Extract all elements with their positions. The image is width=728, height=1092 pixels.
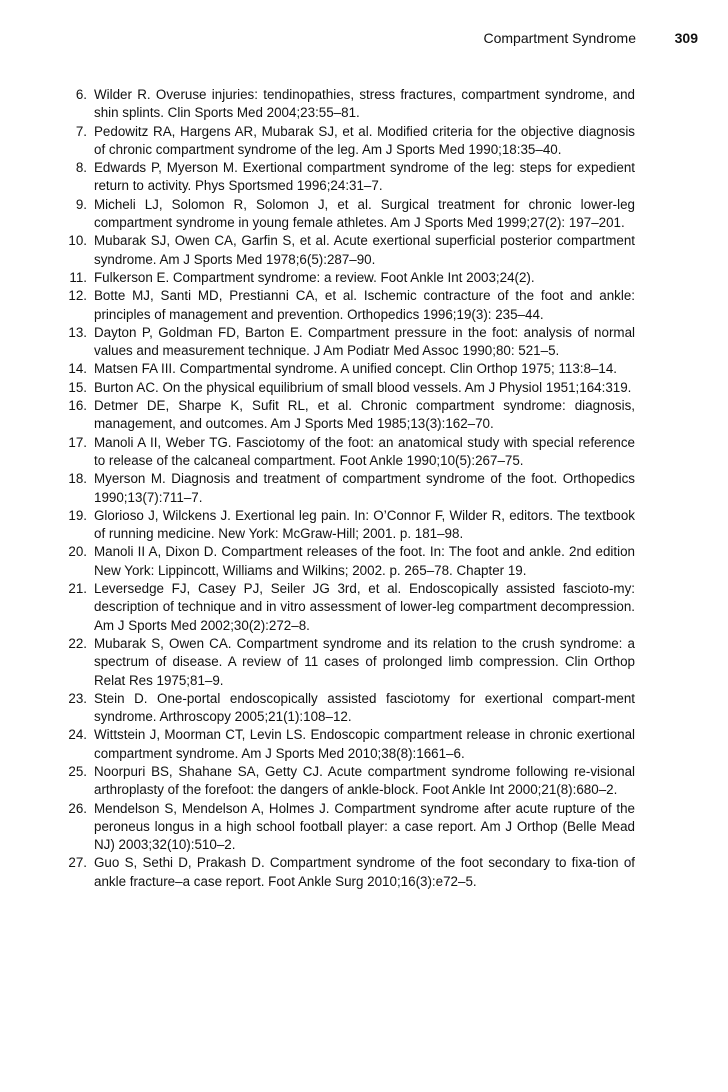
running-header bbox=[0, 28, 728, 50]
reference-number: 17. bbox=[68, 434, 87, 450]
reference-number: 15. bbox=[68, 379, 87, 395]
reference-item bbox=[58, 379, 635, 397]
reference-item bbox=[58, 123, 635, 160]
reference-text: Myerson M. Diagnosis and treatment of compartment syndrome of the foot. Orthopedics 1990;13(7):711–7. bbox=[94, 471, 635, 505]
reference-item bbox=[58, 635, 635, 690]
reference-text: Edwards P, Myerson M. Exertional compartment syndrome of the leg: steps for expedient return to activity. Phys Sportsmed 1996;24:31–7. bbox=[94, 160, 635, 194]
reference-number: 16. bbox=[68, 398, 87, 414]
reference-text: Pedowitz RA, Hargens AR, Mubarak SJ, et al. Modified criteria for the objective diagnosis of chronic compartment syndrome of the leg. Am J Sports Med 1990;18:35–40. bbox=[94, 123, 635, 157]
page-number: 309 bbox=[674, 30, 698, 46]
reference-number: 21. bbox=[68, 581, 87, 597]
reference-number: 9. bbox=[75, 196, 87, 212]
reference-text: Glorioso J, Wilckens J. Exertional leg pain. In: O’Connor F, Wilder R, editors. The textbook of running medicine. New York: McGraw-Hill; 2001. p. 181–98. bbox=[94, 507, 635, 542]
reference-text: Wittstein J, Moorman CT, Levin LS. Endoscopic compartment release in chronic exertional compartment syndrome. Am J Sports Med 2010;38(8):1661–6. bbox=[94, 727, 635, 761]
reference-item bbox=[58, 159, 635, 196]
reference-item bbox=[58, 543, 635, 580]
reference-item bbox=[58, 507, 635, 544]
reference-item bbox=[58, 763, 635, 800]
reference-number: 22. bbox=[68, 635, 87, 651]
reference-item bbox=[58, 269, 635, 287]
running-title: Compartment Syndrome bbox=[483, 30, 636, 46]
reference-text: Mubarak S, Owen CA. Compartment syndrome and its relation to the crush syndrome: a spectrum of disease. A review of 11 cases of prolonged limb compression. Clin Orthop Relat Res 1975;81–9. bbox=[94, 635, 635, 688]
reference-item bbox=[58, 86, 635, 123]
reference-text: Burton AC. On the physical equilibrium of small blood vessels. Am J Physiol 1951;164:319. bbox=[94, 379, 632, 395]
reference-number: 24. bbox=[68, 727, 87, 743]
reference-item bbox=[58, 854, 635, 891]
reference-text: Botte MJ, Santi MD, Prestianni CA, et al. Ischemic contracture of the foot and ankle: principles of management and prevention. Orthopedics 1996;19(3): 235–44. bbox=[94, 288, 635, 322]
reference-text: Manoli A II, Weber TG. Fasciotomy of the foot: an anatomical study with special reference to release of the calcaneal compartment. Foot Ankle 1990;10(5):267–75. bbox=[94, 434, 635, 468]
reference-item bbox=[58, 196, 635, 233]
reference-number: 18. bbox=[68, 471, 87, 487]
reference-number: 26. bbox=[68, 800, 87, 816]
reference-item bbox=[58, 397, 635, 434]
reference-text: Dayton P, Goldman FD, Barton E. Compartment pressure in the foot: analysis of normal values and measurement technique. J Am Podiatr Med Assoc 1990;80: 521–5. bbox=[94, 324, 635, 359]
reference-item bbox=[58, 690, 635, 727]
reference-number: 13. bbox=[68, 324, 87, 340]
reference-number: 25. bbox=[68, 763, 87, 779]
reference-text: Leversedge FJ, Casey PJ, Seiler JG 3rd, et al. Endoscopically assisted fascioto-my: description of technique and in vitro assessment of lower-leg compartment decompression. Am J Sports Med 2002;30(2):272–8. bbox=[94, 581, 635, 633]
reference-text: Mendelson S, Mendelson A, Holmes J. Compartment syndrome after acute rupture of the peroneus longus in a high school football player: a case report. Am J Orthop (Belle Mead NJ) 2003;32(10):510–2. bbox=[94, 800, 635, 853]
reference-number: 8. bbox=[75, 160, 87, 176]
reference-text: Wilder R. Overuse injuries: tendinopathies, stress fractures, compartment syndrome, and shin splints. Clin Sports Med 2004;23:55–81. bbox=[94, 87, 635, 121]
reference-number: 12. bbox=[68, 288, 87, 304]
reference-text: Micheli LJ, Solomon R, Solomon J, et al. Surgical treatment for chronic lower-leg compartment syndrome in young female athletes. Am J Sports Med 1999;27(2): 197–201. bbox=[94, 196, 635, 231]
reference-item bbox=[58, 434, 635, 471]
reference-text: Matsen FA III. Compartmental syndrome. A unified concept. Clin Orthop 1975; 113:8–14. bbox=[94, 361, 618, 377]
reference-number: 14. bbox=[68, 361, 87, 377]
reference-item bbox=[58, 726, 635, 763]
reference-text: Manoli II A, Dixon D. Compartment releases of the foot. In: The foot and ankle. 2nd edition New York: Lippincott, Williams and Wilkins; 2002. p. 265–78. Chapter 19. bbox=[94, 544, 635, 578]
reference-item bbox=[58, 232, 635, 269]
reference-list bbox=[58, 86, 635, 891]
reference-text: Detmer DE, Sharpe K, Sufit RL, et al. Chronic compartment syndrome: diagnosis, management, and outcomes. Am J Sports Med 1985;13(3):162–70. bbox=[94, 398, 635, 432]
reference-item bbox=[58, 800, 635, 855]
reference-item bbox=[58, 287, 635, 324]
reference-number: 27. bbox=[68, 855, 87, 871]
reference-number: 7. bbox=[75, 123, 87, 139]
reference-text: Guo S, Sethi D, Prakash D. Compartment syndrome of the foot secondary to fixa-tion of ankle fracture–a case report. Foot Ankle Surg 2010;16(3):e72–5. bbox=[94, 855, 635, 889]
reference-number: 23. bbox=[68, 690, 87, 706]
reference-item bbox=[58, 470, 635, 507]
reference-number: 20. bbox=[68, 544, 87, 560]
reference-text: Noorpuri BS, Shahane SA, Getty CJ. Acute compartment syndrome following re-visional arthroplasty of the forefoot: the dangers of ankle-block. Foot Ankle Int 2000;21(8):680–2. bbox=[94, 763, 635, 798]
reference-number: 6. bbox=[75, 87, 87, 102]
reference-item bbox=[58, 360, 635, 378]
reference-item bbox=[58, 324, 635, 361]
reference-item bbox=[58, 580, 635, 635]
reference-text: Fulkerson E. Compartment syndrome: a review. Foot Ankle Int 2003;24(2). bbox=[94, 269, 535, 285]
reference-text: Stein D. One-portal endoscopically assisted fasciotomy for exertional compart-ment syndrome. Arthroscopy 2005;21(1):108–12. bbox=[94, 690, 635, 725]
reference-number: 10. bbox=[68, 233, 87, 249]
reference-text: Mubarak SJ, Owen CA, Garfin S, et al. Acute exertional superficial posterior compartment syndrome. Am J Sports Med 1978;6(5):287–90. bbox=[94, 233, 635, 267]
reference-number: 19. bbox=[68, 507, 87, 523]
reference-number: 11. bbox=[69, 269, 87, 285]
